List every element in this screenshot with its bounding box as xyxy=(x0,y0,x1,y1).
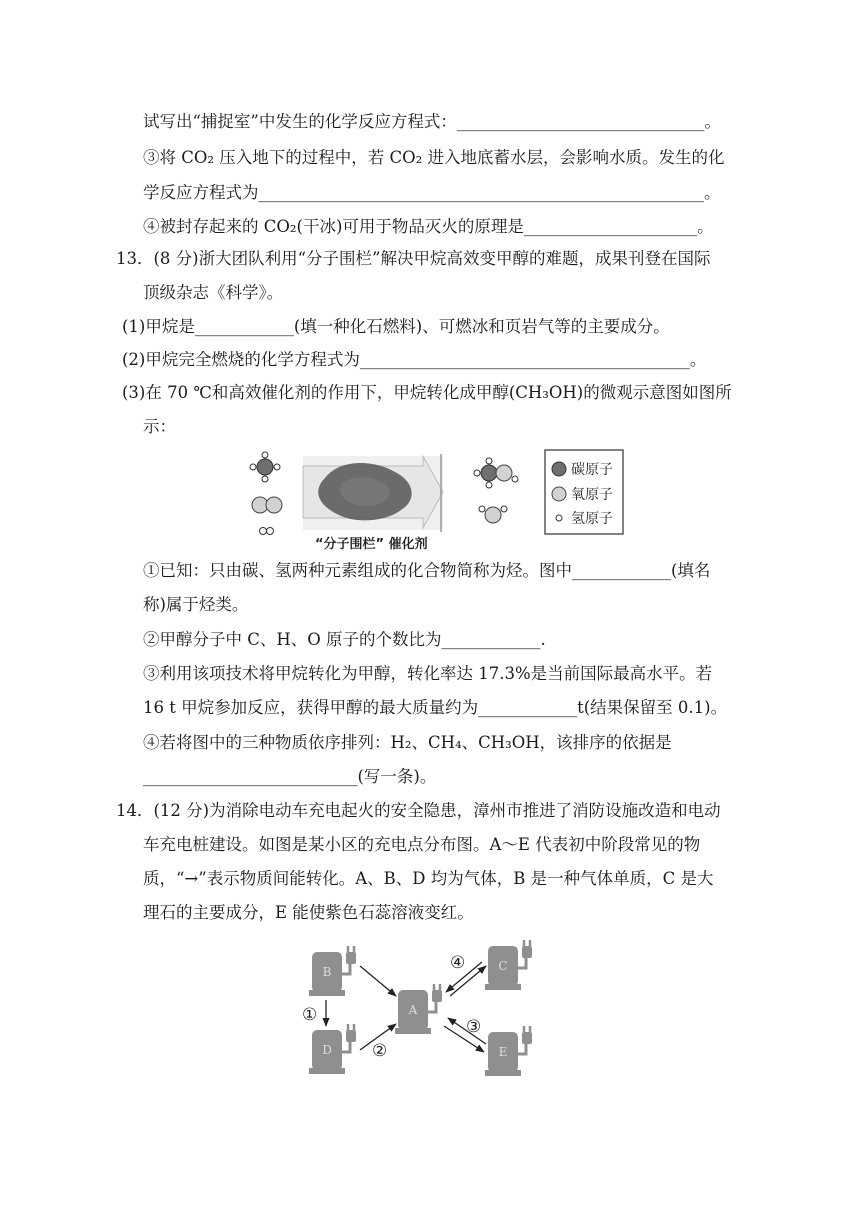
text-line: ②甲醇分子中 C、H、O 原子的个数比为____________. xyxy=(143,630,546,649)
methane-methanol-figure xyxy=(245,448,625,558)
catalyst-arrow xyxy=(303,454,443,532)
question-13-part-1: (1)甲烷是____________(填一种化石燃料)、可燃冰和页岩气等的主要成分。 xyxy=(122,317,670,336)
text-line: 示： xyxy=(143,417,176,436)
text-line: ③将 CO₂ 压入地下的过程中，若 CO₂ 进入地底蓄水层，会影响水质。发生的化 xyxy=(143,148,725,167)
text-line: 学反应方程式为______________________________________________________。 xyxy=(143,183,721,202)
text-line: ①已知：只由碳、氢两种元素组成的化合物简称为烃。图中____________(填名 xyxy=(143,561,711,580)
text-line: ④被封存起来的 CO₂(干冰)可用于物品灭火的原理是_____________________。 xyxy=(143,217,714,236)
station-e xyxy=(485,1026,532,1076)
question-13-part-2: (2)甲烷完全燃烧的化学方程式为________________________________________。 xyxy=(122,350,707,369)
text-line: 称)属于烃类。 xyxy=(143,595,249,614)
text-line: ③利用该项技术将甲烷转化为甲醇，转化率达 17.3%是当前国际最高水平。若 xyxy=(143,664,713,683)
legend-oxygen: 氧原子 xyxy=(571,487,613,503)
svg-text:E: E xyxy=(498,1045,508,1059)
hydrogen-molecule xyxy=(260,528,274,535)
text-line: 试写出“捕捉室”中发生的化学反应方程式：______________________________。 xyxy=(143,112,721,131)
text-line: 顶级杂志《科学》。 xyxy=(143,283,284,302)
step-label-3: ③ xyxy=(466,1017,482,1037)
legend-hydrogen: 氢原子 xyxy=(571,511,613,527)
charging-station-diagram xyxy=(300,938,550,1078)
legend-carbon: 碳原子 xyxy=(571,462,613,478)
question-13-stem: 13．(8 分)浙大团队利用“分子围栏”解决甲烷高效变甲醇的难题，成果刊登在国际 xyxy=(116,249,711,268)
step-label-1: ① xyxy=(302,1005,318,1025)
station-d xyxy=(309,1024,356,1074)
oxygen-molecule xyxy=(252,497,282,513)
text-line: 16 t 甲烷参加反应，获得甲醇的最大质量约为____________t(结果保留至 0.1)。 xyxy=(143,698,728,717)
step-label-4: ④ xyxy=(450,953,466,973)
arrow-b-to-a xyxy=(360,966,396,996)
station-c xyxy=(485,940,532,990)
svg-text:D: D xyxy=(322,1043,332,1057)
methane-molecule xyxy=(250,452,280,482)
byproduct-molecule xyxy=(479,506,507,523)
station-b xyxy=(309,946,356,996)
step-label-2: ② xyxy=(372,1041,388,1061)
svg-text:C: C xyxy=(498,959,508,973)
svg-text:A: A xyxy=(408,1003,418,1017)
svg-text:B: B xyxy=(322,965,332,979)
text-line: 理石的主要成分，E 能使紫色石蕊溶液变红。 xyxy=(143,903,474,922)
question-13-part-3: (3)在 70 ℃和高效催化剂的作用下，甲烷转化成甲醇(CH₃OH)的微观示意图如图所 xyxy=(122,383,732,402)
station-a xyxy=(395,984,442,1034)
atom-legend xyxy=(545,450,623,534)
text-line: 质，“→”表示物质间能转化。A、B、D 均为气体，B 是一种气体单质，C 是大 xyxy=(143,869,714,888)
catalyst-caption: “分子围栏” 催化剂 xyxy=(315,537,428,552)
question-14-stem: 14．(12 分)为消除电动车充电起火的安全隐患，漳州市推进了消防设施改造和电动 xyxy=(116,801,721,820)
text-line: __________________________(写一条)。 xyxy=(143,767,437,786)
text-line: ④若将图中的三种物质依序排列：H₂、CH₄、CH₃OH，该排序的依据是 xyxy=(143,733,672,752)
methanol-molecule xyxy=(474,458,518,488)
text-line: 车充电桩建设。如图是某小区的充电点分布图。A～E 代表初中阶段常见的物 xyxy=(143,835,701,854)
